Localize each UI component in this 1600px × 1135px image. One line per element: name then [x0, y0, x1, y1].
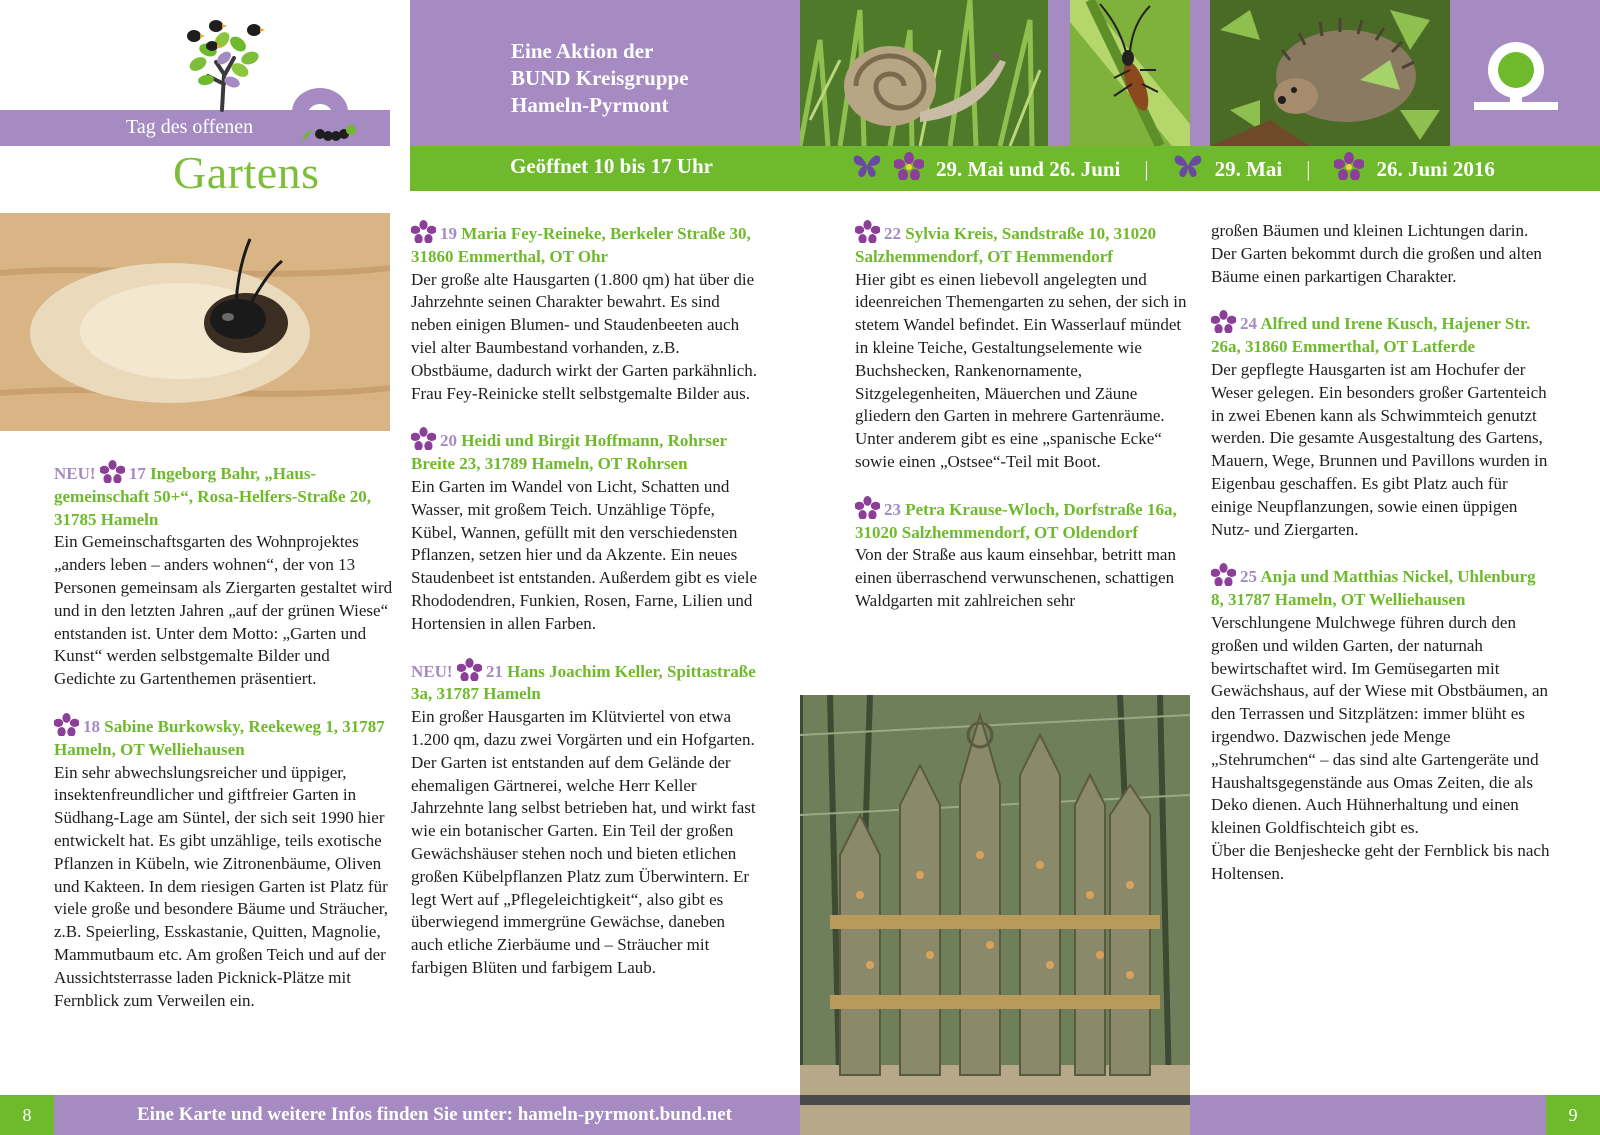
snail-photo — [800, 0, 1048, 146]
entry-description: Ein großer Hausgarten im Klütviertel von etwa 1.200 qm, dazu zwei Vorgärten und ein Hofgarten. Der Garten ist entstanden auf dem Gelände der ehemaligen Gärtnerei, welche Herr Keller Jahrzehnte lang selbst betrieben hat, und wirkt fast wie ein botanischer Garten. Ein Teil der großen Gewächshäuser stehen noch und bieten etlichen großen Kübelpflanzen Platz zum Überwintern. Er legt Wert auf „Pflegeleichtigkeit“, also gibt es überwiegend immergrüne Gewächse, daneben auch etliche Zierbäume und – Sträucher mit farbigen Blüten und farbigem Laub. — [411, 707, 756, 977]
flower-icon — [411, 427, 436, 450]
entry-address: Alfred und Irene Kusch, Hajener Str. 26a, 31860 Emmerthal, OT Latferde — [1211, 314, 1531, 357]
page-number-right: 9 — [1546, 1095, 1600, 1135]
flower-icon — [855, 220, 880, 243]
date-may: 29. Mai — [1214, 156, 1283, 181]
aktion-line-2: BUND Kreisgruppe — [511, 66, 689, 90]
entry-address: Ingeborg Bahr, „Hausgemeinschaft 50+“, Rosa-Helfers-Straße 20, 31785 Hameln — [54, 464, 372, 529]
entry-number: 20 — [440, 431, 457, 451]
date-june: 26. Juni 2016 — [1376, 156, 1495, 181]
flower-icon — [54, 713, 79, 736]
beetle-photo — [1070, 0, 1190, 146]
opening-hours: Geöffnet 10 bis 17 Uhr — [510, 154, 713, 178]
column-2 — [411, 220, 761, 1002]
aktion-line-3: Hameln-Pyrmont — [511, 93, 669, 117]
entry-description: Hier gibt es einen liebevoll angelegten und ideenreichen Themengarten zu sehen, der sich in stetem Wandel befindet. Ein Wasserlauf mündet in kleine Teiche, Gestaltungselemente wie Buchshecken, Rankenornamente, Sitzgelegenheiten, Mäuerchen und Zäune gliedern den Garten in mehrere Gartenräume. Unter anderem gibt es eine „spanische Ecke“ sowie einen „Ostsee“-Teil mit Boot. — [855, 269, 1187, 471]
entry-heading — [1211, 310, 1551, 359]
garden-entry-18 — [54, 713, 394, 1012]
entry-number: 24 — [1240, 314, 1257, 334]
column-4 — [1211, 220, 1551, 908]
entry-number: 22 — [884, 224, 901, 243]
flower-icon — [1211, 310, 1236, 333]
flower-icon — [1334, 152, 1364, 186]
date-both: 29. Mai und 26. Juni — [936, 156, 1121, 181]
entry-description: Verschlungene Mulchwege führen durch den großen und wilden Garten, der naturnah bewirtschaftet wird. Im Gemüsegarten mit Gewächshaus, auf der Wiese mit Obstbäumen, an den Terrassen und Sitzplätzen: immer blüht es irgendwo. Dazwischen jede Menge „Stehrumchen“ – das sind alte Gartengeräte und Haushaltsgegenstände aus Omas Zeiten, die als Deko dienen. Auch Hühnerhaltung und einen kleinen Goldfischteich gibt es. — [1211, 612, 1549, 838]
entry-heading — [411, 427, 761, 476]
garden-entry-17 — [54, 460, 394, 691]
garden-entry-19 — [411, 220, 761, 405]
wooden-gate-photo — [800, 695, 1190, 1135]
entry-description-extra: Über die Benjeshecke geht der Fernblick bis nach Holtensen. — [1211, 840, 1550, 883]
flower-icon — [855, 496, 880, 519]
entry-description: Ein Gemeinschaftsgarten des Wohnprojektes „anders leben – anders wohnen“, der von 13 Personen gemeinsam als Ziergarten gestaltet wird und in den letzten Jahren „auf der grünen Wiese“ entstanden ist. Unter dem Motto: „Garten und Kunst“ werden selbstgemalte Bilder und Gedichte zu Gartenthemen präsentiert. — [54, 532, 393, 689]
entry-address: Heidi und Birgit Hoffmann, Rohrser Breite 23, 31789 Hameln, OT Rohrsen — [411, 431, 727, 474]
entry-number: 21 — [485, 661, 503, 681]
entry-23-continued: großen Bäumen und kleinen Lichtungen darin. Der Garten bekommt durch die großen und alten Bäume einen parkartigen Charakter. — [1211, 221, 1542, 286]
entry-heading — [855, 220, 1195, 269]
date-separator: | — [1144, 156, 1149, 181]
gartens-title: Gartens — [173, 147, 320, 198]
garden-entry-24 — [1211, 310, 1551, 541]
entry-number: 25 — [1240, 567, 1257, 587]
entry-heading — [411, 220, 761, 269]
garden-entry-23 — [855, 496, 1195, 613]
new-badge: NEU! — [54, 464, 96, 483]
flower-icon — [894, 152, 924, 186]
entry-heading — [411, 658, 761, 707]
flower-icon — [457, 658, 482, 681]
entry-heading — [54, 713, 394, 762]
page-number-left: 8 — [0, 1095, 54, 1135]
date-separator: | — [1306, 156, 1311, 181]
event-dates — [852, 154, 1495, 184]
entry-description: Ein sehr abwechslungsreicher und üppiger, insektenfreundlicher und giftfreier Garten in Südhang-Lage am Süntel, der sich seit 1990 hier entwickelt hat. Es gibt unzählige, teils exotische Pflanzen in Kübeln, wie Zitronenbäume, Oliven und Kakteen. In dem riesigen Garten ist Platz für viele große und besondere Bäume und Sträucher, z.B. Speierling, Esskastanie, Quitten, Magnolie, Mammutbaum etc. Am großen Teich und auf der Aussichtsterrasse laden Picknick-Plätze mit Fernblick zum Verweilen ein. — [54, 762, 389, 1010]
entry-address: Anja und Matthias Nickel, Uhlenburg 8, 31787 Hameln, OT Welliehausen — [1211, 567, 1536, 610]
entry-description: Ein Garten im Wandel von Licht, Schatten und Wasser, mit großem Teich. Unzählige Töpfe, Kübel, Wannen, gefüllt mit den verschiedensten Pflanzen, setzen hier und da Akzente. Ein neues Staudenbeet ist entstanden. Außerdem gibt es viele Rhododendren, Funkien, Rosen, Farne, Lilien und Hortensien in allen Farben. — [411, 476, 758, 633]
entry-description: Der gepflegte Hausgarten ist am Hochufer der Weser gelegen. Ein besonders großer Gartenteich in zwei Ebenen kann als Schwimmteich genutzt werden. Die gesamte Ausgestaltung des Gartens, Mauern, Wege, Brunnen und Pavillons wurden in Eigenbau geschaffen. Es gibt Platz auch für einige Neupflanzungen, sowie einen üppigen Nutz- und Ziergarten. — [1211, 359, 1548, 539]
bee-photo — [0, 213, 390, 431]
column-3 — [855, 220, 1195, 635]
footer-info-text: Eine Karte und weitere Infos finden Sie unter: hameln-pyrmont.bund.net — [137, 1104, 733, 1125]
entry-address: Petra Krause-Wloch, Dorfstraße 16a, 31020 Salzhemmendorf, OT Oldendorf — [855, 499, 1177, 542]
column-1 — [54, 460, 394, 1034]
entry-heading — [54, 460, 394, 531]
entry-number: 19 — [440, 224, 457, 243]
hedgehog-photo — [1210, 0, 1450, 146]
entry-number: 23 — [884, 499, 901, 519]
footer-band-right — [1190, 1095, 1546, 1135]
entry-address: Sabine Burkowsky, Reekeweg 1, 31787 Hameln, OT Welliehausen — [54, 716, 385, 759]
butterfly-icon — [852, 153, 882, 185]
bund-aktion-text — [511, 38, 689, 119]
entry-description: Von der Straße aus kaum einsehbar, betritt man einen überraschend verwunschenen, schattigen Waldgarten mit zahlreichen sehr — [855, 545, 1176, 610]
garden-entry-22 — [855, 220, 1195, 474]
entry-number: 18 — [83, 716, 100, 736]
flower-icon — [100, 460, 125, 483]
entry-number: 17 — [128, 464, 146, 483]
new-badge: NEU! — [411, 661, 453, 681]
flower-icon — [1211, 563, 1236, 586]
entry-address: Maria Fey-Reineke, Berkeler Straße 30, 31860 Emmerthal, OT Ohr — [411, 224, 751, 266]
bund-logo-icon — [1470, 36, 1562, 114]
garden-entry-21 — [411, 658, 761, 980]
flower-icon — [411, 220, 436, 243]
butterfly-icon — [1173, 153, 1203, 185]
aktion-line-1: Eine Aktion der — [511, 39, 654, 63]
arch-with-caterpillar-icon — [288, 86, 358, 148]
garden-entry-25 — [1211, 563, 1551, 885]
entry-address: Hans Joachim Keller, Spittastraße 3a, 31787 Hameln — [411, 661, 756, 704]
entry-heading — [1211, 563, 1551, 612]
garden-entry-20 — [411, 427, 761, 635]
tag-des-offenen-text: Tag des offenen — [126, 116, 254, 138]
entry-description: Der große alte Hausgarten (1.800 qm) hat über die Jahrzehnte seinen Charakter bewahrt. Es sind neben einigen Blumen- und Staudenbeeten auch viel alter Baumbestand vorhanden, z.B. Obstbäume, dadurch wirkt der Garten parkähnlich. Frau Fey-Reinicke stellt selbstgemalte Bilder aus. — [411, 269, 758, 403]
entry-heading — [855, 496, 1195, 545]
entry-address: Sylvia Kreis, Sandstraße 10, 31020 Salzhemmendorf, OT Hemmendorf — [855, 224, 1157, 266]
tree-with-birds-icon — [178, 14, 274, 112]
